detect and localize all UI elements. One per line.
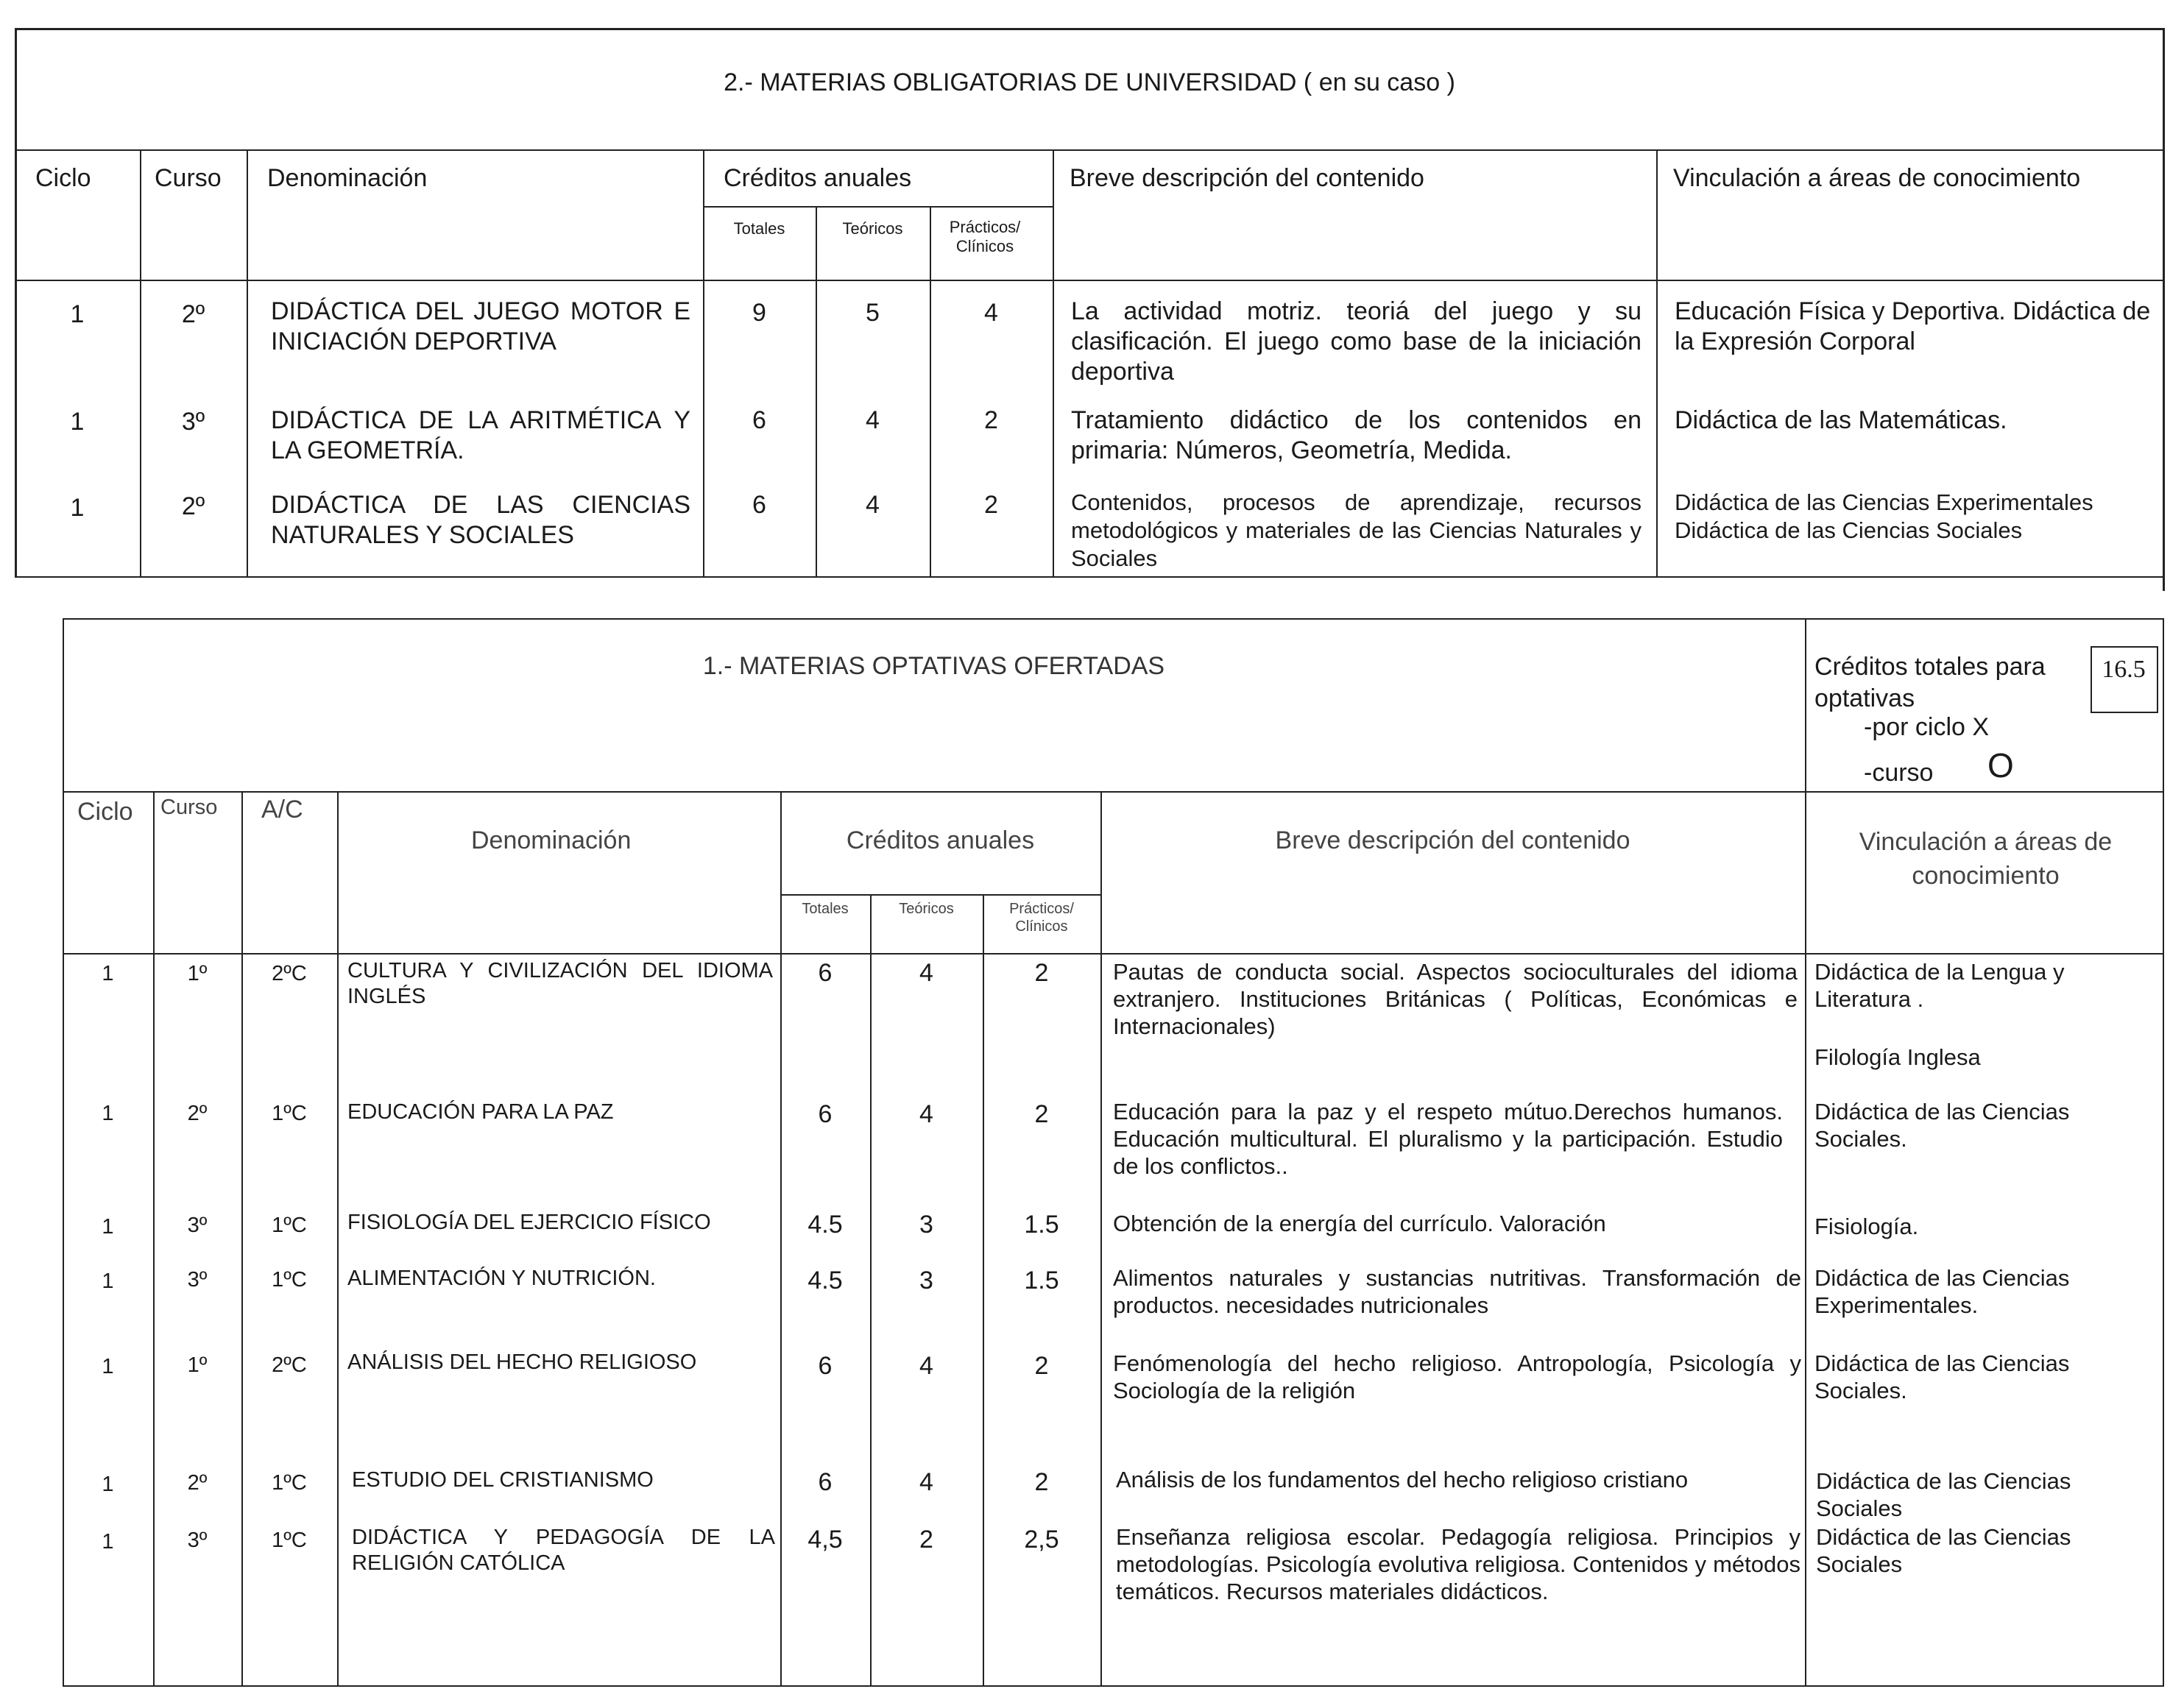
cell-ciclo: 1 — [102, 1530, 114, 1554]
cell-ciclo: 1 — [70, 494, 85, 522]
cell-denominacion: DIDÁCTICA Y PEDAGOGÍA DE LA RELIGIÓN CATÓLICA — [352, 1526, 775, 1575]
table-title: 1.- MATERIAS OPTATIVAS OFERTADAS — [702, 652, 1165, 680]
cell-denominacion: DIDÁCTICA DE LA ARITMÉTICA Y LA GEOMETRÍA. — [271, 406, 690, 464]
cell-vinculacion: Didáctica de las Ciencias Sociales — [1816, 1524, 2071, 1578]
cell-practicos: 1.5 — [1024, 1211, 1059, 1239]
cell-teoricos: 4 — [866, 406, 880, 434]
header-curso: Curso — [160, 796, 218, 819]
cell-totales: 6 — [818, 959, 833, 987]
header-ciclo: Ciclo — [77, 798, 133, 826]
cell-vinculacion: Didáctica de la Lengua y Literatura . — [1814, 959, 2065, 1013]
cell-denominacion: ANÁLISIS DEL HECHO RELIGIOSO — [347, 1350, 697, 1374]
header-denominacion: Denominación — [471, 826, 632, 854]
cell-teoricos: 3 — [919, 1211, 933, 1239]
cell-curso: 2º — [181, 492, 205, 520]
header-totales: Totales — [733, 219, 785, 238]
curso-label: -curso — [1864, 759, 1934, 787]
cell-teoricos: 4 — [919, 1100, 933, 1128]
cell-curso: 1º — [187, 962, 208, 985]
header-vinculacion: Vinculación a áreas de conocimiento — [1673, 164, 2081, 192]
cell-curso: 2º — [181, 300, 205, 328]
header-totales: Totales — [802, 901, 849, 917]
cell-denominacion: FISIOLOGÍA DEL EJERCICIO FÍSICO — [347, 1211, 711, 1234]
header-creditos: Créditos anuales — [846, 826, 1035, 854]
cell-totales: 6 — [752, 406, 766, 434]
cell-practicos: 2,5 — [1024, 1526, 1059, 1554]
cell-vinculacion: Didáctica de las Ciencias Experimentales Didáctica de las Ciencias Sociales — [1675, 489, 2093, 543]
cell-vinculacion: Didáctica de las Matemáticas. — [1675, 406, 2007, 434]
cell-curso: 2º — [187, 1471, 208, 1495]
cell-practicos: 2 — [984, 406, 998, 434]
cell-curso: 3º — [187, 1214, 208, 1237]
por-ciclo: -por ciclo X — [1864, 713, 1990, 741]
cell-curso: 3º — [187, 1529, 208, 1552]
header-practicos: Prácticos/ Clínicos — [1009, 901, 1074, 935]
cell-practicos: 1.5 — [1024, 1267, 1059, 1295]
cell-teoricos: 4 — [919, 1468, 933, 1496]
cell-totales: 9 — [752, 299, 766, 327]
cell-ac: 1ºC — [272, 1268, 307, 1292]
cell-totales: 4.5 — [807, 1211, 843, 1239]
cell-ac: 2ºC — [272, 1353, 307, 1377]
header-teoricos: Teóricos — [899, 901, 954, 917]
cell-descripcion: Educación para la paz y el respeto mútuo.Derechos humanos. Educación multicultural. El pluralismo y la participación. Estudio de los conflictos.. — [1113, 1099, 1783, 1180]
cell-ciclo: 1 — [102, 1269, 114, 1293]
cell-descripcion: Alimentos naturales y sustancias nutritivas. Transformación de productos. necesidades nutricionales — [1113, 1265, 1801, 1319]
cell-ac: 1ºC — [272, 1471, 307, 1495]
cell-ciclo: 1 — [102, 1215, 114, 1239]
header-ac: A/C — [261, 796, 303, 824]
cell-practicos: 2 — [1034, 1468, 1049, 1496]
cell-denominacion: DIDÁCTICA DEL JUEGO MOTOR E INICIACIÓN DEPORTIVA — [271, 297, 690, 355]
cell-practicos: 2 — [1034, 1100, 1049, 1128]
table-title: 2.- MATERIAS OBLIGATORIAS DE UNIVERSIDAD ( en su caso ) — [724, 68, 1455, 96]
cell-curso: 3º — [187, 1268, 208, 1292]
header-denominacion: Denominación — [267, 164, 428, 192]
cell-vinculacion: Didáctica de las Ciencias Sociales. — [1814, 1099, 2070, 1152]
cell-totales: 6 — [818, 1100, 833, 1128]
cell-descripcion: Obtención de la energía del currículo. Valoración — [1113, 1211, 1606, 1236]
cell-curso: 3º — [181, 408, 205, 436]
cell-curso: 2º — [187, 1102, 208, 1125]
cell-denominacion: ESTUDIO DEL CRISTIANISMO — [352, 1468, 654, 1492]
cell-descripcion: Pautas de conducta social. Aspectos socioculturales del idioma extranjero. Instituciones Británicas ( Políticas, Económicas e Internacionales) — [1113, 959, 1798, 1040]
cell-descripcion: Enseñanza religiosa escolar. Pedagogía religiosa. Principios y metodologías. Psicología evolutiva religiosa. Contenidos y métodos temáticos. Recursos materiales didácticos. — [1116, 1524, 1800, 1605]
cell-descripcion: Análisis de los fundamentos del hecho religioso cristiano — [1116, 1467, 1689, 1492]
cell-ciclo: 1 — [102, 962, 114, 985]
cell-descripcion: La actividad motriz. teoriá del juego y su clasificación. El juego como base de la iniciación deportiva — [1071, 297, 1641, 386]
cell-ac: 1ºC — [272, 1102, 307, 1125]
cell-denominacion: EDUCACIÓN PARA LA PAZ — [347, 1100, 614, 1124]
cell-ciclo: 1 — [102, 1355, 114, 1378]
cell-ac: 1ºC — [272, 1214, 307, 1237]
header-curso: Curso — [155, 164, 222, 192]
cell-totales: 6 — [752, 491, 766, 519]
creditos-totales-label: Créditos totales para optativas — [1814, 653, 2046, 712]
cell-descripcion: Tratamiento didáctico de los contenidos en primaria: Números, Geometría, Medida. — [1071, 406, 1641, 464]
cell-practicos: 2 — [1034, 959, 1049, 987]
header-descripcion: Breve descripción del contenido — [1275, 826, 1630, 854]
cell-practicos: 4 — [984, 299, 998, 327]
cell-vinculacion: Didáctica de las Ciencias Experimentales. — [1814, 1265, 2070, 1319]
cell-denominacion: DIDÁCTICA DE LAS CIENCIAS NATURALES Y SOCIALES — [271, 491, 690, 549]
cell-totales: 6 — [818, 1468, 833, 1496]
header-practicos: Prácticos/ Clínicos — [949, 218, 1021, 256]
header-vinculacion: Vinculación a áreas de conocimiento — [1859, 828, 2113, 890]
cell-vinculacion: Didáctica de las Ciencias Sociales — [1816, 1468, 2071, 1522]
cell-vinculacion: Educación Física y Deportiva. Didáctica de la Expresión Corporal — [1675, 297, 2151, 355]
cell-ac: 2ºC — [272, 962, 307, 985]
cell-totales: 4,5 — [807, 1526, 843, 1554]
header-ciclo: Ciclo — [35, 164, 91, 192]
cell-teoricos: 2 — [919, 1526, 933, 1554]
cell-descripcion: Fenómenología del hecho religioso. Antropología, Psicología y Sociología de la religión — [1113, 1350, 1801, 1404]
cell-practicos: 2 — [984, 491, 998, 519]
cell-teoricos: 5 — [866, 299, 880, 327]
cell-teoricos: 4 — [919, 959, 933, 987]
cell-ciclo: 1 — [102, 1473, 114, 1496]
cell-ciclo: 1 — [102, 1102, 114, 1125]
cell-practicos: 2 — [1034, 1352, 1049, 1380]
cell-ciclo: 1 — [70, 300, 85, 328]
cell-curso: 1º — [187, 1353, 208, 1377]
cell-vinculacion: Didáctica de las Ciencias Sociales. — [1814, 1350, 2070, 1404]
cell-vinculacion: Fisiología. — [1814, 1214, 1919, 1239]
cell-denominacion: CULTURA Y CIVILIZACIÓN DEL IDIOMA INGLÉS — [347, 959, 773, 1008]
cell-descripcion: Contenidos, procesos de aprendizaje, recursos metodológicos y materiales de las Ciencias Naturales y Sociales — [1071, 489, 1641, 571]
cell-totales: 6 — [818, 1352, 833, 1380]
cell-teoricos: 4 — [919, 1352, 933, 1380]
cell-teoricos: 3 — [919, 1267, 933, 1295]
header-descripcion: Breve descripción del contenido — [1070, 164, 1424, 192]
curso-mark: O — [1987, 746, 2014, 785]
cell-totales: 4.5 — [807, 1267, 843, 1295]
header-teoricos: Teóricos — [842, 219, 903, 238]
creditos-totales-value: 16.5 — [2102, 656, 2146, 683]
cell-teoricos: 4 — [866, 491, 880, 519]
header-creditos: Créditos anuales — [724, 164, 912, 192]
cell-ciclo: 1 — [70, 408, 85, 436]
cell-ac: 1ºC — [272, 1529, 307, 1552]
cell-vinculacion-2: Filología Inglesa — [1814, 1044, 1981, 1070]
cell-denominacion: ALIMENTACIÓN Y NUTRICIÓN. — [347, 1267, 656, 1290]
